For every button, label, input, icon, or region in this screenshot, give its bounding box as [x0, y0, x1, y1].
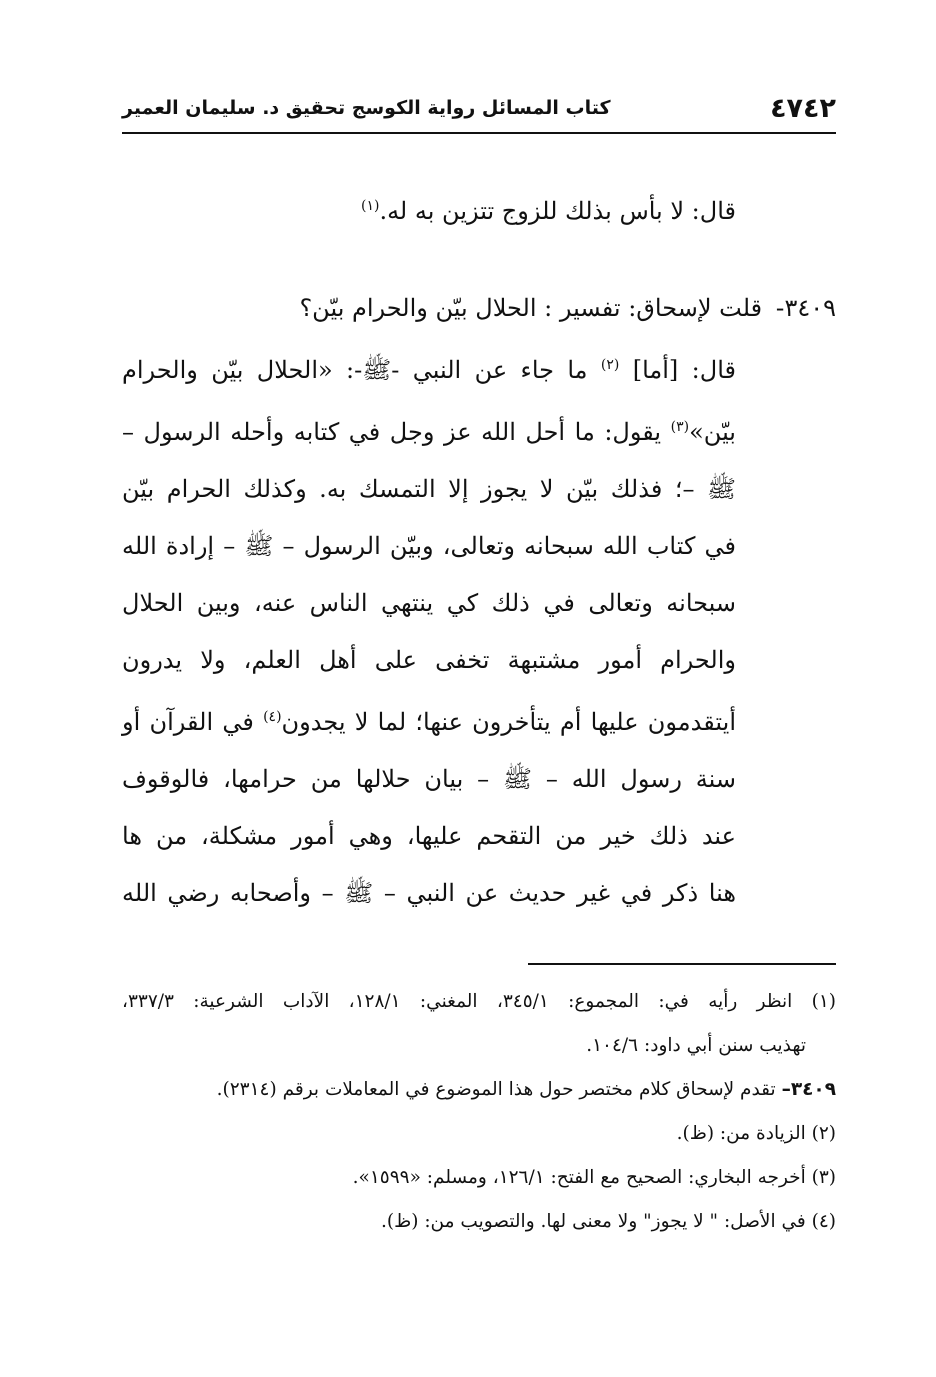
footnote-ref: (١) [360, 198, 380, 214]
footnote-entry-text: تقدم لإسحاق كلام مختصر حول هذا الموضوع في المعاملات برقم (٢٣١٤). [216, 1079, 776, 1100]
footnote-entry-ref [122, 1068, 836, 1112]
body-line [122, 461, 736, 518]
intro-text: قال: لا بأس بذلك للزوج تتزين به له. [379, 197, 736, 225]
running-title: كتاب المسائل رواية الكوسج تحقيق د. سليمان العمير [122, 97, 611, 119]
footnote-3: (٣) أخرجه البخاري: الصحيح مع الفتح: ١٢٦/١، ومسلم: «١٥٩٩». [352, 1167, 836, 1188]
footnote-ref: (٢) [600, 357, 620, 373]
footnotes [122, 980, 836, 1244]
line-text: بيّن» [689, 418, 736, 446]
entry-question: قلت لإسحاق: تفسير : الحلال بيّن والحرام بيّن؟ [299, 294, 763, 322]
header-rule [122, 132, 836, 134]
main-text [122, 178, 836, 922]
footnote-1-continued: تهذيب سنن أبي داود: ١٠٤/٦. [586, 1035, 806, 1056]
body-line [122, 865, 736, 922]
line-text: في القرآن أو [122, 708, 254, 736]
line-text: سبحانه وتعالى في ذلك كي ينتهي الناس عنه، وبين الحلال [122, 589, 736, 617]
body-line [122, 575, 736, 632]
page-header [122, 88, 836, 128]
page-number: ٤٧٤٢ [770, 92, 836, 124]
footnote-rule [528, 963, 836, 965]
footnote-2: (٢) الزيادة من: (ظ). [676, 1123, 836, 1144]
footnote-ref: (٤) [263, 709, 282, 725]
body-line [122, 689, 736, 751]
line-text: ﷺ –؛ فذلك بيّن لا يجوز إلا التمسك به. وكذلك الحرام بيّن [122, 475, 736, 503]
line-text: سنة رسول الله – ﷺ – بيان حلالها من حرامها، فالوقوف [122, 765, 736, 793]
footnote-ref: (٣) [670, 419, 690, 435]
line-text: والحرام أمور مشتبهة تخفى على أهل العلم، ولا يدرون [122, 646, 736, 674]
line-text: يقول: ما أحل الله عز وجل في كتابه وأحله الرسول – [122, 418, 662, 446]
footnote-entry-number: ٣٤٠٩– [781, 1079, 836, 1100]
body-line [122, 399, 736, 461]
line-text: في كتاب الله سبحانه وتعالى، وبيّن الرسول – ﷺ – إرادة الله [122, 532, 736, 560]
intro-line [122, 178, 836, 240]
entry-number: ٣٤٠٩- [775, 294, 836, 322]
line-text: هنا ذكر في غير حديث عن النبي – ﷺ – وأصحابه رضي الله [122, 879, 736, 907]
line-text: قال: [أما] [632, 356, 736, 384]
entry-heading [122, 280, 836, 337]
body-line [122, 518, 736, 575]
line-text: عند ذلك خير من التقحم عليها، وهي أمور مشكلة، من ها [122, 822, 736, 850]
body-line [122, 751, 736, 808]
line-text: ما جاء عن النبي -ﷺ-: «الحلال بيّن والحرام [122, 356, 588, 384]
entry-body [122, 337, 836, 922]
body-line [122, 808, 736, 865]
footnote-4: (٤) في الأصل: " لا يجوز" ولا معنى لها. والتصويب من: (ظ). [381, 1211, 836, 1232]
footnote-1: (١) انظر رأيه في: المجموع: ٣٤٥/١، المغني: ١٢٨/١، الآداب الشرعية: ٣٣٧/٣، [122, 991, 837, 1012]
body-line [122, 632, 736, 689]
body-line [122, 337, 736, 399]
line-text: أيتقدمون عليها أم يتأخرون عنها؛ لما لا يجدون [281, 708, 736, 736]
paragraph-gap [122, 240, 836, 280]
